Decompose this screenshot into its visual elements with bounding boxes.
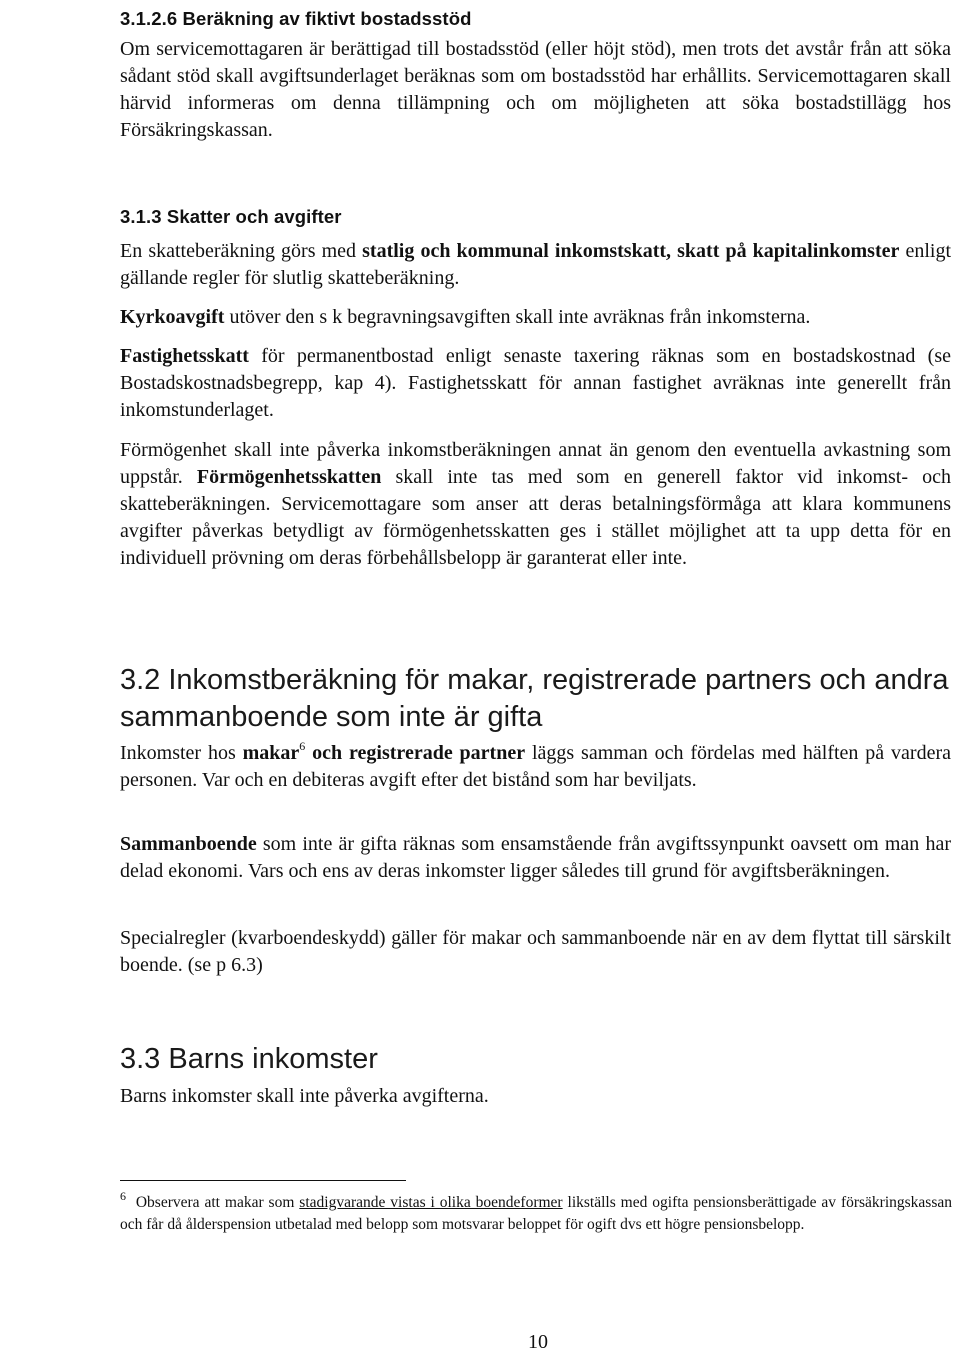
- paragraph-sammanboende: Sammanboende som inte är gifta räknas som ensamstående från avgiftssynpunkt oavsett om man har delad ekonomi. Vars och ens av deras inkomster ligger således till grund för avgiftsberäkningen.: [120, 833, 951, 882]
- footnote-reference: 6: [299, 739, 306, 754]
- footnote-marker: 6: [120, 1188, 126, 1203]
- heading-3-2: 3.2 Inkomstberäkning för makar, registrerade partners och andra sammanboende som inte är gifta: [120, 664, 949, 733]
- heading-3-1-3: 3.1.3 Skatter och avgifter: [120, 206, 342, 227]
- paragraph-skatteberakning: En skatteberäkning görs med statlig och kommunal inkomstskatt, skatt på kapitalinkomster enligt gällande regler för slutlig skatteberäkning.: [120, 240, 952, 289]
- paragraph-barns-inkomster: Barns inkomster skall inte påverka avgifterna.: [120, 1085, 489, 1107]
- paragraph-formogenhet: Förmögenhet skall inte påverka inkomstberäkningen annat än genom den eventuella avkastning som uppstår. Förmögenhetsskatten skall inte tas med som en generell faktor vid inkomst- och skatteberäkningen. Servicemottagare som anser att deras betalningsförmåga att klara kommunens avgifter påverkas betydligt av förmögenhetsskatten ges i stället möjlighet att ta upp detta för en individuell prövning om deras förbehållsbelopp är garanterat eller inte.: [120, 439, 951, 569]
- footnote: $^6$ Observera att makar som stadigvarande vistas i olika boendeformer likställs med ogifta pensionsberättigade av försäkringskassan och får då ålderspension utbetalad med belopp som motsvarar beloppet för ogift dvs ett högre pensionsbelopp.: [120, 1188, 952, 1233]
- footnote-separator: [120, 1180, 406, 1181]
- heading-3-3: 3.3 Barns inkomster: [120, 1043, 378, 1075]
- page-number: 10: [528, 1331, 548, 1353]
- paragraph-fiktivt-bostadsstod: Om servicemottagaren är berättigad till bostadsstöd (eller höjt stöd), men trots det avstår från att söka sådant stöd skall avgiftsunderlaget beräknas som om bostadsstöd har erhållits. Servicemottagaren skall härvid informeras om denna tillämpning och om möjligheten att söka bostadstillägg hos Försäkringskassan.: [120, 38, 951, 141]
- heading-3-1-2-6: 3.1.2.6 Beräkning av fiktivt bostadsstöd: [120, 8, 472, 29]
- paragraph-kyrkoavgift: Kyrkoavgift utöver den s k begravningsavgiften skall inte avräknas från inkomsterna.: [120, 306, 811, 328]
- paragraph-makar-inkomster: Inkomster hos makar$^6$ och registrerade partner läggs samman och fördelas med hälften på vardera personen. Var och en debiteras avgift efter det bistånd som har beviljats.: [120, 739, 951, 791]
- paragraph-specialregler: Specialregler (kvarboendeskydd) gäller för makar och sammanboende när en av dem flyttat till särskilt boende. (se p 6.3): [120, 927, 951, 976]
- paragraph-fastighetsskatt: Fastighetsskatt för permanentbostad enligt senaste taxering räknas som en bostadskostnad (se Bostadskostnadsbegrepp, kap 4). Fastighetsskatt för annan fastighet avräknas inte generellt från inkomstunderlaget.: [120, 345, 951, 421]
